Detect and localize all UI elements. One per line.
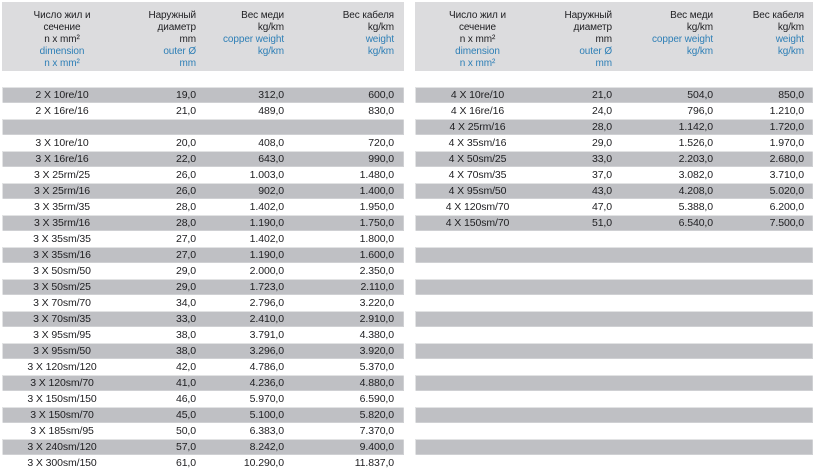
cell-cable-weight — [717, 359, 813, 375]
cell-copper-weight: 1.003,0 — [249, 169, 284, 181]
cell-copper-weight: 10.290,0 — [243, 457, 284, 469]
cell-dimension: 3 X 16re/16 — [35, 153, 89, 165]
table-row — [415, 151, 813, 167]
cell-cable-weight — [717, 263, 813, 279]
cell-cable-weight: 9.400,0 — [359, 441, 394, 453]
empty-row — [415, 359, 813, 375]
cell-copper-weight: 4.236,0 — [249, 377, 284, 389]
cell-cable-weight: 6.590,0 — [359, 393, 394, 405]
cell-outer-diameter — [540, 311, 616, 327]
cell-cable-weight: 1.720,0 — [769, 121, 804, 133]
empty-row — [415, 343, 813, 359]
empty-row — [415, 295, 813, 311]
cell-copper-weight: 489,0 — [258, 105, 284, 117]
cell-outer-diameter: 33,0 — [175, 313, 196, 325]
table-row — [415, 103, 813, 119]
cell-dimension: 3 X 35rm/35 — [33, 201, 91, 213]
cell-copper-weight: 1.723,0 — [249, 281, 284, 293]
header-col-dimension — [415, 10, 540, 71]
header-line: Наружный — [564, 10, 612, 21]
cell-cable-weight: 7.370,0 — [359, 425, 394, 437]
cell-cable-weight: 600,0 — [368, 89, 394, 101]
header-line: сечение — [43, 22, 81, 33]
cell-dimension: 4 X 16re/16 — [450, 105, 505, 117]
cell-cable-weight: 11.837,0 — [354, 457, 394, 469]
cell-dimension: 3 X 50sm/50 — [33, 265, 91, 277]
header-col-copper-weight — [616, 10, 717, 71]
cell-cable-weight — [717, 439, 813, 455]
header-col-outer-diameter — [540, 10, 616, 71]
cell-cable-weight: 1.480,0 — [359, 169, 394, 181]
cell-outer-diameter — [540, 359, 616, 375]
cell-cable-weight: 5.020,0 — [769, 185, 804, 197]
cell-outer-diameter: 38,0 — [175, 329, 196, 341]
cell-dimension: 3 X 10re/10 — [35, 137, 89, 149]
cell-outer-diameter: 28,0 — [175, 217, 196, 229]
header-col-copper-weight — [200, 10, 288, 71]
header-line: Число жил и — [33, 10, 91, 21]
cell-copper-weight — [616, 375, 717, 391]
cell-copper-weight: 8.242,0 — [249, 441, 284, 453]
cell-copper-weight: 6.383,0 — [249, 425, 284, 437]
cell-copper-weight: 408,0 — [258, 137, 284, 149]
cell-dimension — [415, 263, 540, 279]
empty-row — [415, 407, 813, 423]
header-line: weight — [775, 34, 804, 45]
cell-dimension: 3 X 95sm/50 — [33, 345, 91, 357]
cell-copper-weight: 1.402,0 — [249, 233, 284, 245]
cell-copper-weight — [616, 439, 717, 455]
empty-row — [415, 231, 813, 247]
cell-dimension: 4 X 150sm/70 — [445, 217, 510, 229]
header-col-dimension — [2, 10, 122, 71]
cell-dimension — [415, 343, 540, 359]
table-header — [2, 2, 404, 71]
table-row — [2, 423, 404, 439]
header-line: kg/km — [257, 46, 284, 57]
cell-outer-diameter — [540, 343, 616, 359]
table-row — [2, 103, 404, 119]
header-line: Вес кабеля — [342, 10, 394, 21]
cell-copper-weight: 1.526,0 — [678, 137, 713, 149]
cell-outer-diameter: 22,0 — [175, 153, 196, 165]
cell-outer-diameter: 51,0 — [591, 217, 612, 229]
cell-dimension — [415, 359, 540, 375]
table-header — [415, 2, 813, 71]
header-line: n x mm² — [44, 34, 80, 45]
cell-cable-weight: 3.220,0 — [359, 297, 394, 309]
cell-dimension: 4 X 25rm/16 — [449, 121, 506, 133]
cell-outer-diameter: 29,0 — [591, 137, 612, 149]
cell-outer-diameter: 50,0 — [175, 425, 196, 437]
header-col-cable-weight — [288, 10, 404, 71]
table-row — [2, 359, 404, 375]
cell-copper-weight — [616, 455, 717, 471]
cell-copper-weight — [200, 119, 288, 135]
cell-dimension: 3 X 95sm/95 — [33, 329, 91, 341]
table-row — [2, 407, 404, 423]
table-row — [2, 439, 404, 455]
header-line: dimension — [39, 46, 85, 57]
cell-copper-weight: 2.410,0 — [249, 313, 284, 325]
cell-cable-weight: 7.500,0 — [769, 217, 804, 229]
cell-cable-weight: 1.970,0 — [769, 137, 804, 149]
cell-outer-diameter: 41,0 — [175, 377, 196, 389]
cell-dimension: 3 X 240sm/120 — [27, 441, 97, 453]
cell-copper-weight: 3.791,0 — [249, 329, 284, 341]
cell-copper-weight: 902,0 — [258, 185, 284, 197]
table-row — [2, 215, 404, 231]
cell-cable-weight: 2.350,0 — [359, 265, 394, 277]
cell-copper-weight: 3.296,0 — [249, 345, 284, 357]
cell-dimension: 4 X 10re/10 — [450, 89, 505, 101]
cell-cable-weight — [717, 231, 813, 247]
cell-cable-weight: 1.950,0 — [359, 201, 394, 213]
cell-outer-diameter: 28,0 — [591, 121, 612, 133]
cell-outer-diameter — [540, 295, 616, 311]
cell-outer-diameter — [540, 439, 616, 455]
cell-copper-weight: 5.970,0 — [249, 393, 284, 405]
cell-cable-weight — [717, 343, 813, 359]
cell-copper-weight: 6.540,0 — [678, 217, 713, 229]
cell-outer-diameter: 26,0 — [175, 169, 196, 181]
cell-outer-diameter — [540, 455, 616, 471]
cell-copper-weight: 5.100,0 — [249, 409, 284, 421]
table-row — [2, 263, 404, 279]
cell-cable-weight: 4.380,0 — [359, 329, 394, 341]
cell-cable-weight: 1.750,0 — [359, 217, 394, 229]
header-line: диаметр — [573, 22, 612, 33]
cell-outer-diameter: 37,0 — [591, 169, 612, 181]
cell-dimension: 4 X 120sm/70 — [445, 201, 510, 213]
cell-cable-weight — [717, 455, 813, 471]
header-line: Вес меди — [241, 10, 284, 21]
header-col-cable-weight — [717, 10, 813, 71]
table-row — [2, 295, 404, 311]
cell-outer-diameter — [540, 279, 616, 295]
cell-dimension: 3 X 150sm/70 — [30, 409, 94, 421]
header-line: n x mm² — [459, 58, 496, 69]
table-row — [415, 135, 813, 151]
cell-dimension: 3 X 150sm/150 — [27, 393, 97, 405]
table-row — [2, 167, 404, 183]
header-line: copper weight — [652, 34, 713, 45]
table-row — [2, 455, 404, 471]
header-line: диаметр — [157, 22, 196, 33]
cell-outer-diameter: 61,0 — [175, 457, 196, 469]
cell-outer-diameter: 46,0 — [175, 393, 196, 405]
cell-outer-diameter: 21,0 — [591, 89, 612, 101]
cell-cable-weight: 1.210,0 — [769, 105, 804, 117]
cell-copper-weight — [616, 263, 717, 279]
cell-outer-diameter: 19,0 — [175, 89, 196, 101]
cell-copper-weight: 312,0 — [258, 89, 284, 101]
cell-cable-weight — [717, 375, 813, 391]
cell-copper-weight: 1.190,0 — [249, 217, 284, 229]
table-row — [2, 87, 404, 103]
cell-outer-diameter: 29,0 — [175, 281, 196, 293]
cell-dimension: 2 X 16re/16 — [35, 105, 89, 117]
cell-outer-diameter — [540, 327, 616, 343]
cell-copper-weight — [616, 247, 717, 263]
cell-cable-weight — [717, 247, 813, 263]
cell-cable-weight — [717, 327, 813, 343]
cell-copper-weight: 1.190,0 — [249, 249, 284, 261]
table-row — [2, 199, 404, 215]
table-row — [2, 391, 404, 407]
cell-outer-diameter: 21,0 — [175, 105, 196, 117]
cell-copper-weight — [616, 391, 717, 407]
cell-dimension: 3 X 50sm/25 — [33, 281, 91, 293]
cell-dimension: 3 X 35rm/16 — [33, 217, 91, 229]
cell-outer-diameter: 24,0 — [591, 105, 612, 117]
cell-cable-weight — [717, 391, 813, 407]
header-line: kg/km — [257, 22, 284, 33]
cell-dimension — [415, 231, 540, 247]
cell-dimension: 3 X 120sm/120 — [27, 361, 97, 373]
cell-dimension: 4 X 70sm/35 — [448, 169, 507, 181]
cell-outer-diameter: 43,0 — [591, 185, 612, 197]
cell-outer-diameter: 42,0 — [175, 361, 196, 373]
cell-outer-diameter: 29,0 — [175, 265, 196, 277]
empty-row — [415, 247, 813, 263]
cable-table-4x — [415, 2, 813, 471]
cell-dimension: 3 X 35sm/35 — [33, 233, 91, 245]
table-row — [2, 247, 404, 263]
cell-copper-weight — [616, 359, 717, 375]
cell-cable-weight: 5.370,0 — [359, 361, 394, 373]
cable-table-2x-3x — [2, 2, 404, 471]
header-line: kg/km — [777, 46, 804, 57]
table-row — [2, 135, 404, 151]
empty-row — [415, 439, 813, 455]
cell-copper-weight — [616, 279, 717, 295]
cell-dimension — [415, 279, 540, 295]
cell-outer-diameter — [540, 407, 616, 423]
cell-dimension — [415, 391, 540, 407]
cell-dimension — [415, 327, 540, 343]
cell-cable-weight: 4.880,0 — [359, 377, 394, 389]
cell-copper-weight — [616, 311, 717, 327]
cell-copper-weight: 796,0 — [687, 105, 713, 117]
cell-cable-weight: 1.400,0 — [359, 185, 394, 197]
cell-dimension: 3 X 185sm/95 — [30, 425, 94, 437]
cell-outer-diameter — [540, 423, 616, 439]
cell-dimension — [2, 119, 122, 135]
cell-copper-weight: 643,0 — [258, 153, 284, 165]
cell-outer-diameter — [540, 375, 616, 391]
cell-dimension: 3 X 70sm/70 — [33, 297, 91, 309]
table-row — [415, 215, 813, 231]
cell-copper-weight: 2.203,0 — [678, 153, 713, 165]
cell-cable-weight: 3.710,0 — [769, 169, 804, 181]
cell-copper-weight — [616, 231, 717, 247]
cell-dimension — [415, 375, 540, 391]
cell-copper-weight: 5.388,0 — [678, 201, 713, 213]
cell-cable-weight: 2.110,0 — [360, 281, 394, 293]
cell-dimension: 2 X 10re/10 — [35, 89, 89, 101]
cell-outer-diameter: 57,0 — [175, 441, 196, 453]
cell-outer-diameter — [540, 263, 616, 279]
table-row — [2, 343, 404, 359]
header-line: сечение — [459, 22, 496, 33]
cell-copper-weight — [616, 423, 717, 439]
empty-row — [415, 423, 813, 439]
cell-dimension — [415, 455, 540, 471]
cell-cable-weight: 2.910,0 — [359, 313, 394, 325]
cell-outer-diameter: 38,0 — [175, 345, 196, 357]
header-line: Число жил и — [449, 10, 506, 21]
cell-cable-weight — [717, 423, 813, 439]
header-line: Вес меди — [670, 10, 713, 21]
table-row — [2, 375, 404, 391]
cell-cable-weight: 720,0 — [368, 137, 394, 149]
table-row — [2, 183, 404, 199]
cell-copper-weight: 4.208,0 — [678, 185, 713, 197]
empty-row — [415, 327, 813, 343]
header-line: copper weight — [223, 34, 284, 45]
empty-row — [415, 455, 813, 471]
cell-cable-weight: 990,0 — [368, 153, 394, 165]
cell-dimension — [415, 439, 540, 455]
cell-copper-weight: 3.082,0 — [678, 169, 713, 181]
table-row — [415, 119, 813, 135]
cell-copper-weight — [616, 295, 717, 311]
table-body — [2, 87, 404, 471]
header-line: kg/km — [686, 22, 713, 33]
cell-dimension — [415, 423, 540, 439]
cell-copper-weight — [616, 343, 717, 359]
empty-row — [415, 311, 813, 327]
cell-copper-weight: 2.000,0 — [249, 265, 284, 277]
cell-cable-weight — [288, 119, 404, 135]
cell-outer-diameter: 45,0 — [175, 409, 196, 421]
cell-outer-diameter: 33,0 — [591, 153, 612, 165]
cell-copper-weight: 2.796,0 — [249, 297, 284, 309]
cell-cable-weight: 1.800,0 — [359, 233, 394, 245]
cell-dimension: 3 X 25rm/16 — [33, 185, 91, 197]
table-row — [2, 151, 404, 167]
cell-cable-weight — [717, 311, 813, 327]
empty-row — [415, 263, 813, 279]
header-line: kg/km — [777, 22, 804, 33]
cell-outer-diameter — [540, 231, 616, 247]
empty-row — [415, 279, 813, 295]
cell-dimension — [415, 247, 540, 263]
cell-outer-diameter — [540, 391, 616, 407]
cell-outer-diameter: 27,0 — [175, 233, 196, 245]
header-line: mm — [179, 34, 196, 45]
header-line: weight — [365, 34, 394, 45]
cell-copper-weight: 504,0 — [687, 89, 713, 101]
cell-dimension: 4 X 35sm/16 — [448, 137, 507, 149]
cell-outer-diameter: 20,0 — [175, 137, 196, 149]
header-line: mm — [179, 58, 196, 69]
table-row — [415, 167, 813, 183]
cell-dimension: 3 X 300sm/150 — [27, 457, 97, 469]
header-line: outer Ø — [163, 46, 196, 57]
cell-cable-weight: 830,0 — [368, 105, 394, 117]
cell-copper-weight — [616, 407, 717, 423]
cell-dimension: 3 X 70sm/35 — [33, 313, 91, 325]
cell-cable-weight — [717, 279, 813, 295]
cell-copper-weight: 1.142,0 — [678, 121, 713, 133]
cell-dimension: 3 X 120sm/70 — [30, 377, 94, 389]
cell-cable-weight — [717, 295, 813, 311]
cell-outer-diameter — [540, 247, 616, 263]
header-line: Вес кабеля — [752, 10, 804, 21]
cell-dimension — [415, 311, 540, 327]
cell-outer-diameter: 26,0 — [175, 185, 196, 197]
empty-row — [415, 391, 813, 407]
cell-cable-weight: 6.200,0 — [769, 201, 804, 213]
cell-dimension — [415, 407, 540, 423]
header-line: n x mm² — [44, 58, 80, 69]
cell-outer-diameter: 34,0 — [175, 297, 196, 309]
cell-copper-weight — [616, 327, 717, 343]
header-line: kg/km — [367, 22, 394, 33]
table-row — [2, 279, 404, 295]
cell-outer-diameter: 27,0 — [175, 249, 196, 261]
cell-dimension — [415, 295, 540, 311]
cell-outer-diameter: 28,0 — [175, 201, 196, 213]
cell-cable-weight: 1.600,0 — [359, 249, 394, 261]
header-line: kg/km — [367, 46, 394, 57]
cell-cable-weight: 850,0 — [778, 89, 804, 101]
empty-row — [2, 119, 404, 135]
header-line: kg/km — [686, 46, 713, 57]
table-row — [415, 87, 813, 103]
cell-dimension: 3 X 25rm/25 — [33, 169, 91, 181]
cell-cable-weight: 3.920,0 — [359, 345, 394, 357]
cell-copper-weight: 1.402,0 — [249, 201, 284, 213]
cell-dimension: 3 X 35sm/16 — [33, 249, 91, 261]
header-line: outer Ø — [579, 46, 612, 57]
cell-cable-weight: 2.680,0 — [769, 153, 804, 165]
cell-cable-weight: 5.820,0 — [359, 409, 394, 421]
cell-outer-diameter — [122, 119, 200, 135]
table-body — [415, 87, 813, 471]
table-row — [2, 231, 404, 247]
header-line: Наружный — [148, 10, 196, 21]
table-row — [2, 327, 404, 343]
empty-row — [415, 375, 813, 391]
header-line: dimension — [455, 46, 500, 57]
cell-outer-diameter: 47,0 — [591, 201, 612, 213]
table-row — [415, 183, 813, 199]
table-row — [415, 199, 813, 215]
cell-cable-weight — [717, 407, 813, 423]
table-row — [2, 311, 404, 327]
cell-dimension: 4 X 95sm/50 — [448, 185, 507, 197]
cell-dimension: 4 X 50sm/25 — [448, 153, 507, 165]
header-line: mm — [595, 58, 612, 69]
cell-copper-weight: 4.786,0 — [249, 361, 284, 373]
header-line: mm — [595, 34, 612, 45]
header-line: n x mm² — [459, 34, 496, 45]
header-col-outer-diameter — [122, 10, 200, 71]
